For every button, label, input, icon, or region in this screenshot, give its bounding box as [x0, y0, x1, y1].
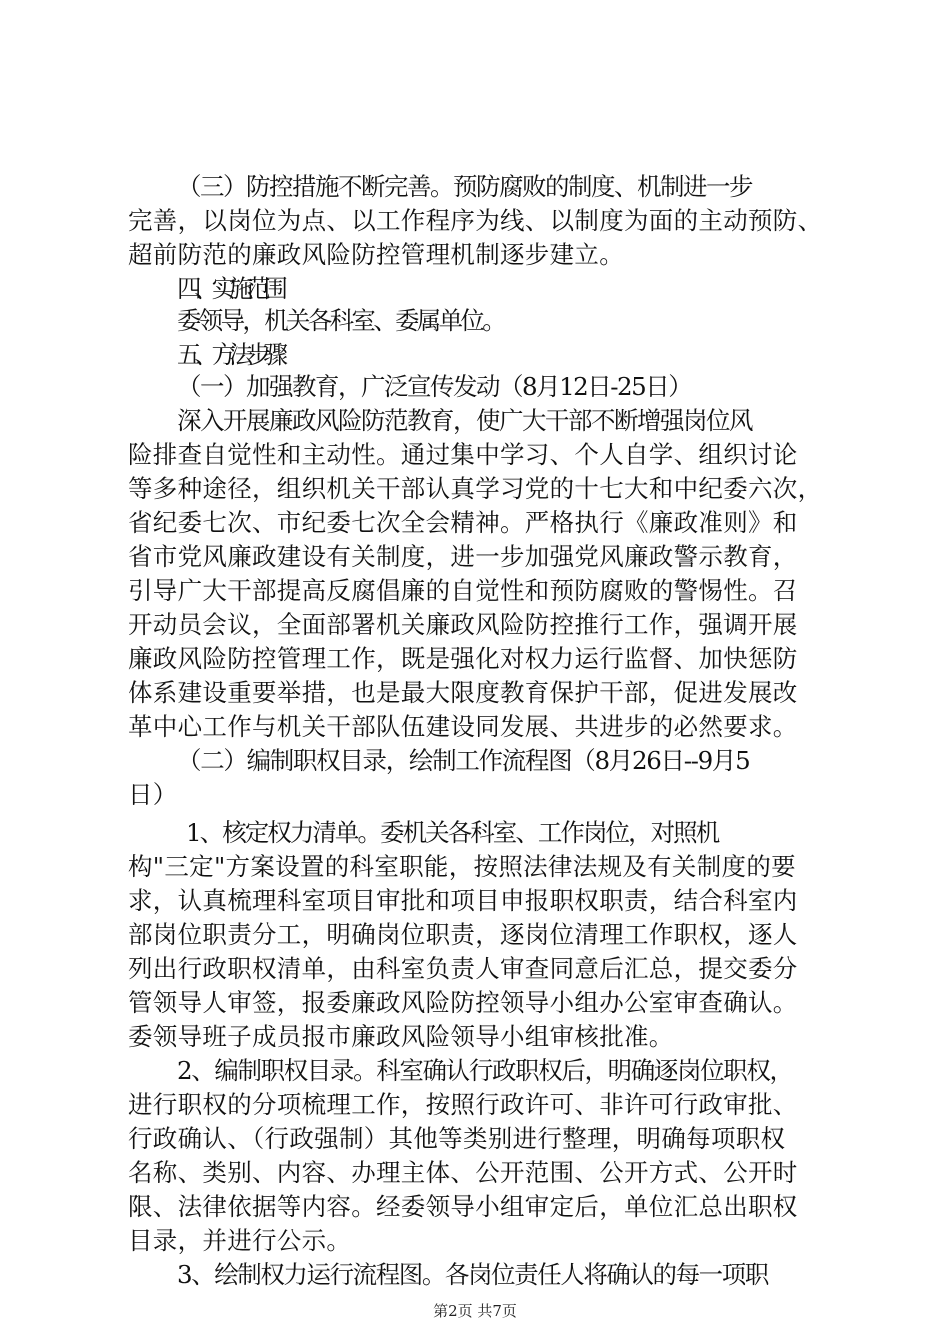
- text-line: （三）防控措施不断完善。预防腐败的制度、机制进一步: [177, 172, 752, 201]
- text-line: 管领导人审签，报委廉政风险防控领导小组办公室审查确认。: [128, 988, 798, 1017]
- text-line: 求，认真梳理科室项目审批和项目申报职权职责，结合科室内: [128, 886, 798, 915]
- text-line: 省市党风廉政建设有关制度，进一步加强党风廉政警示教育，: [128, 542, 798, 571]
- text-line: 委领导班子成员报市廉政风险领导小组审核批准。: [128, 1022, 674, 1051]
- text-line: 引导广大干部提高反腐倡廉的自觉性和预防腐败的警惕性。召: [128, 576, 798, 605]
- subsection-heading: （二）编制职权目录，绘制工作流程图（8月26日--9月5: [177, 746, 750, 775]
- text-line: 3、绘制权力运行流程图。各岗位责任人将确认的每一项职: [177, 1260, 768, 1289]
- text-line: 等多种途径，组织机关干部认真学习党的十七大和中纪委六次，: [128, 474, 823, 503]
- page-footer: 第2页 共7页: [433, 1302, 517, 1320]
- text-line: 限、法律依据等内容。经委领导小组审定后，单位汇总出职权: [128, 1192, 798, 1221]
- text-line: 名称、类别、内容、办理主体、公开范围、公开方式、公开时: [128, 1158, 798, 1187]
- text-line: 省纪委七次、市纪委七次全会精神。严格执行《廉政准则》和: [128, 508, 798, 537]
- text-line: 体系建设重要举措，也是最大限度教育保护干部，促进发展改: [128, 678, 798, 707]
- subsection-heading: （一）加强教育，广泛宣传发动（8月12日-25日）: [177, 372, 692, 401]
- text-line: 革中心工作与机关干部队伍建设同发展、共进步的必然要求。: [128, 712, 798, 741]
- text-line: 险排查自觉性和主动性。通过集中学习、个人自学、组织讨论: [128, 440, 798, 469]
- subsection-heading-continued: 日）: [128, 780, 178, 809]
- section-heading: 四、实施范围: [177, 274, 281, 303]
- text-line: 构"三定"方案设置的科室职能，按照法律法规及有关制度的要: [128, 852, 796, 881]
- text-line: 超前防范的廉政风险防控管理机制逐步建立。: [128, 240, 624, 269]
- text-line: 2、编制职权目录。科室确认行政职权后，明确逐岗位职权，: [177, 1056, 793, 1085]
- text-line: 1、核定权力清单。委机关各科室、工作岗位，对照机: [186, 818, 719, 847]
- text-line: 廉政风险防控管理工作，既是强化对权力运行监督、加快惩防: [128, 644, 798, 673]
- text-line: 完善，以岗位为点、以工作程序为线、以制度为面的主动预防、: [128, 206, 823, 235]
- text-line: 进行职权的分项梳理工作，按照行政许可、非许可行政审批、: [128, 1090, 798, 1119]
- text-line: 深入开展廉政风险防范教育，使广大干部不断增强岗位风: [177, 406, 752, 435]
- text-line: 部岗位职责分工，明确岗位职责，逐岗位清理工作职权，逐人: [128, 920, 798, 949]
- text-line: 开动员会议，全面部署机关廉政风险防控推行工作，强调开展: [128, 610, 798, 639]
- text-line: 行政确认、（行政强制）其他等类别进行整理，明确每项职权: [128, 1124, 786, 1153]
- text-line: 委领导，机关各科室、委属单位。: [177, 306, 504, 335]
- text-line: 列出行政职权清单，由科室负责人审查同意后汇总，提交委分: [128, 954, 798, 983]
- text-line: 目录，并进行公示。: [128, 1226, 352, 1255]
- section-heading: 五、方法步骤: [177, 340, 281, 369]
